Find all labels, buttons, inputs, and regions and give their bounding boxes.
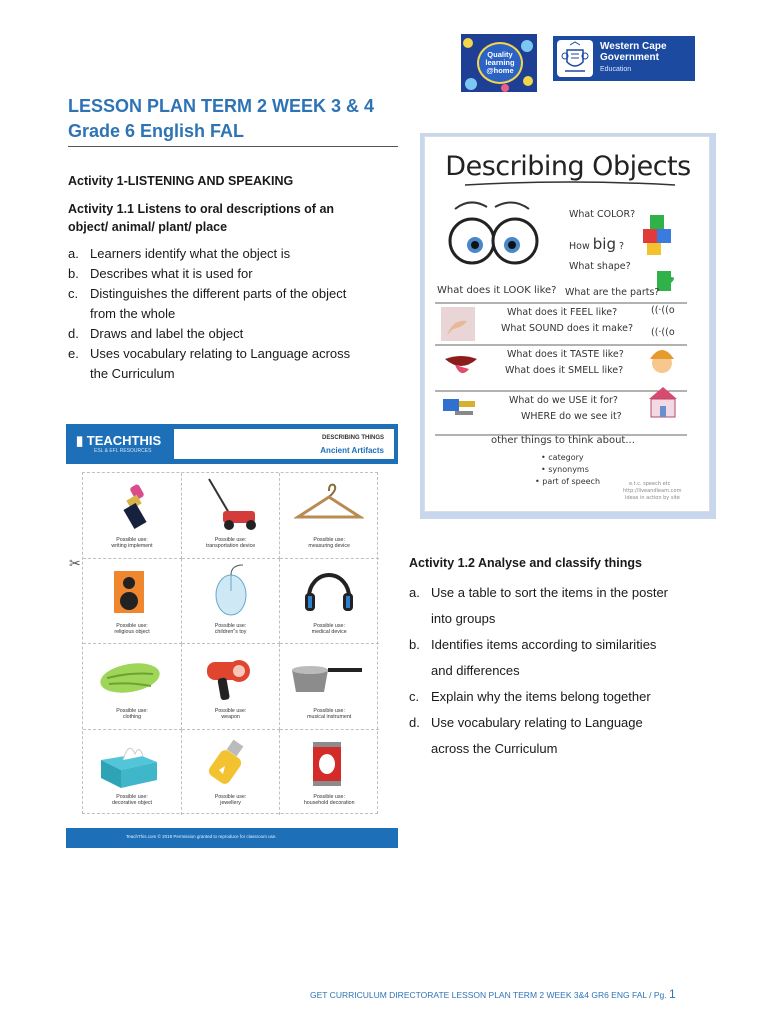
blocks-icon xyxy=(643,215,671,255)
worksheet-header: ▮ TEACHTHIS ESL & EFL RESOURCES DESCRIBING THINGS Ancient Artifacts xyxy=(66,424,398,464)
sound-waves-icon: ((·((o xyxy=(651,327,675,338)
headphones-icon xyxy=(299,563,359,621)
gov-name-line1: Western Cape xyxy=(600,41,667,52)
lettuce-icon xyxy=(95,648,165,706)
artifact-card-usb: Possible use: jewellery xyxy=(182,730,281,816)
eyes-glasses-icon xyxy=(450,202,537,263)
activity1-list xyxy=(68,244,408,384)
describing-objects-poster: Describing Objects What COLOR? How big ? What shape? What does it LOOK like? What are the parts? What does it FEEL like? What SOUND does it make? ((·((o ((·((o What does it TASTE like? What does it SMELL like? What do we USE it for? WHERE do we see it? other things to think about... • category • synonyms • part of speech e.t.c. speech etc http://liveandlearn.com Ideas in action by site xyxy=(424,136,710,512)
gov-department: Education xyxy=(600,66,632,73)
sound-waves-icon: ((·((o xyxy=(651,305,675,316)
activity1-1-heading-line2: object/ animal/ plant/ place xyxy=(68,220,228,234)
gov-name-line2: Government xyxy=(600,52,659,63)
ancient-artifacts-worksheet xyxy=(66,424,398,848)
worksheet-footer: TeachThis.com © 2019 Permission granted to reproduce for classroom use. xyxy=(66,828,398,848)
artifact-card-headphones: Possible use: medical device xyxy=(280,559,379,645)
tools-icon xyxy=(443,399,475,415)
list-item: c. Distinguishes the different parts of the object from the whole xyxy=(68,286,347,321)
scissors-icon: ✂ xyxy=(69,555,81,571)
list-item: d. Draws and label the object xyxy=(68,326,244,341)
tissue-box-icon xyxy=(95,734,165,792)
activity1-heading: Activity 1-LISTENING AND SPEAKING xyxy=(68,174,294,188)
teachthis-logo: ▮ TEACHTHIS xyxy=(76,433,162,448)
mouse-icon xyxy=(201,563,261,621)
artifact-card-mouse: Possible use: children"s toy xyxy=(182,559,281,645)
girl-face-icon xyxy=(650,350,674,373)
list-item: b. Describes what it is used for xyxy=(68,266,253,281)
activity1-2-list xyxy=(409,580,729,762)
artifact-card-hanger: Possible use: measuring device xyxy=(280,473,379,559)
artifact-card-lettuce: Possible use: clothing xyxy=(83,644,182,730)
lipstick-icon xyxy=(102,477,162,535)
artifact-card-lipstick: Possible use: writing implement xyxy=(83,473,182,559)
artifact-card-hairdryer: Possible use: weapon xyxy=(182,644,281,730)
list-item: d. Use vocabulary relating to Language across the Curriculum xyxy=(409,715,643,756)
speaker-icon xyxy=(102,563,162,621)
list-item: b. Identifies items according to similarities and differences xyxy=(409,637,657,678)
lesson-plan-title: LESSON PLAN TERM 2 WEEK 3 & 4 xyxy=(68,96,375,116)
artifact-card-saucepan: Possible use: musical instrument xyxy=(280,644,379,730)
puzzle-icon xyxy=(657,271,674,291)
artifact-grid xyxy=(82,472,378,814)
artifact-card-can: Possible use: household decoration xyxy=(280,730,379,816)
activity1-1-heading-line1: Activity 1.1 Listens to oral descriptions of an xyxy=(68,202,335,216)
can-icon xyxy=(299,734,359,792)
mouth-tongue-icon xyxy=(445,356,477,373)
artifact-card-tissue-box: Possible use: decorative object xyxy=(83,730,182,816)
western-cape-government-logo xyxy=(553,36,695,81)
lawnmower-icon xyxy=(201,477,261,535)
page-footer: GET CURRICULUM DIRECTORATE LESSON PLAN TERM 2 WEEK 3&4 GR6 ENG FAL / Pg. 1 xyxy=(310,987,676,1001)
artifact-card-lawnmower: Possible use: transportation device xyxy=(182,473,281,559)
saucepan-icon xyxy=(288,648,364,706)
quality-learning-badge: Quality learning @home xyxy=(477,42,523,84)
list-item: a. Use a table to sort the items in the poster into groups xyxy=(409,585,669,626)
worksheet-heading: Ancient Artifacts xyxy=(320,446,384,455)
page-number: 1 xyxy=(669,987,676,1001)
hairdryer-icon xyxy=(201,648,261,706)
artifact-card-speaker: Possible use: religious object xyxy=(83,559,182,645)
title-divider xyxy=(68,146,398,147)
coat-of-arms-icon xyxy=(557,40,593,77)
list-item: e. Uses vocabulary relating to Language across the Curriculum xyxy=(68,346,351,381)
activity1-2-heading: Activity 1.2 Analyse and classify things xyxy=(409,556,642,570)
list-item: a. Learners identify what the object is xyxy=(68,246,291,261)
hanger-icon xyxy=(294,477,364,535)
list-item: c. Explain why the items belong together xyxy=(409,689,651,704)
quality-learning-logo xyxy=(461,34,537,92)
grade-subtitle: Grade 6 English FAL xyxy=(68,121,245,141)
poster-title: Describing Objects xyxy=(445,151,691,182)
usb-stick-icon xyxy=(201,734,261,792)
